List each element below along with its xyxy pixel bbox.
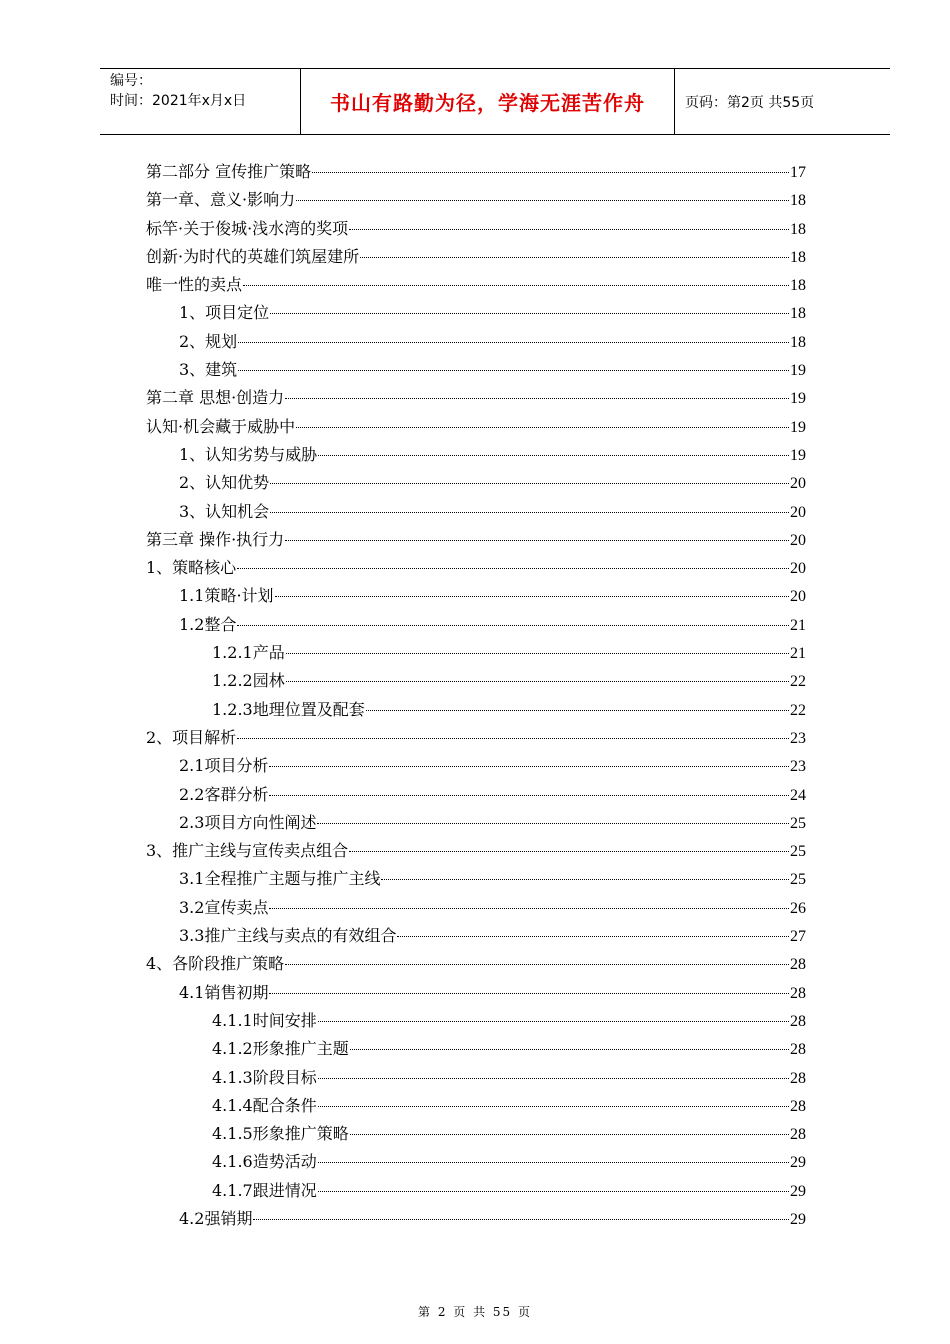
toc-dot-leader	[296, 200, 789, 201]
header-motto: 书山有路勤为径，学海无涯苦作舟	[301, 69, 675, 134]
toc-dot-leader	[237, 625, 789, 626]
toc-entry-title: 第二部分 宣传推广策略	[146, 162, 312, 181]
toc-dot-leader	[269, 993, 789, 994]
toc-entry-page: 19	[790, 446, 806, 464]
toc-entry-title: 1、策略核心	[146, 558, 237, 578]
toc-entry-page: 20	[790, 475, 806, 493]
toc-entry-page: 20	[790, 560, 806, 578]
toc-dot-leader	[317, 823, 789, 824]
toc-dot-leader	[269, 908, 789, 909]
header-meta	[100, 69, 301, 134]
toc-entry-title: 2.3项目方向性阐述	[179, 812, 317, 832]
toc-dot-leader	[312, 172, 789, 173]
toc-entry[interactable]	[146, 611, 806, 639]
toc-entry-title: 1.2.1产品	[212, 643, 285, 663]
toc-entry-page: 20	[790, 503, 806, 521]
toc-entry-page: 29	[790, 1182, 806, 1200]
toc-entry-page: 18	[790, 220, 806, 238]
toc-entry-title: 2、项目解析	[146, 727, 237, 747]
toc-entry[interactable]	[146, 158, 806, 186]
toc-entry-title: 3.3推广主线与卖点的有效组合	[179, 926, 397, 946]
toc-entry-title: 3.1全程推广主题与推广主线	[179, 869, 381, 889]
toc-dot-leader	[238, 342, 789, 343]
toc-entry-title: 4、各阶段推广策略	[146, 954, 285, 974]
toc-entry[interactable]	[146, 554, 806, 582]
toc-entry-page: 21	[790, 616, 806, 634]
toc-dot-leader	[285, 540, 789, 541]
toc-entry-page: 24	[790, 786, 806, 804]
toc-dot-leader	[397, 936, 789, 937]
toc-entry[interactable]	[146, 215, 806, 243]
time-label: 时间：2021年x月x日	[110, 93, 247, 109]
toc-entry-title: 4.1.2形象推广主题	[212, 1039, 349, 1059]
toc-entry-title: 第一章、意义·影响力	[146, 190, 296, 210]
page-header	[100, 68, 890, 135]
toc-entry-page: 23	[790, 729, 806, 747]
toc-entry-title: 唯一性的卖点	[146, 275, 243, 295]
toc-entry-page: 25	[790, 871, 806, 889]
toc-dot-leader	[318, 455, 789, 456]
toc-entry-page: 28	[790, 956, 806, 974]
toc-entry[interactable]	[146, 413, 806, 441]
toc-entry-page: 18	[790, 248, 806, 266]
toc-dot-leader	[349, 851, 789, 852]
toc-entry[interactable]	[146, 526, 806, 554]
toc-dot-leader	[318, 1106, 789, 1107]
toc-entry-page: 28	[790, 984, 806, 1002]
toc-entry-page: 28	[790, 1012, 806, 1030]
toc-entry-page: 27	[790, 928, 806, 946]
toc-entry[interactable]	[146, 1120, 806, 1148]
toc-entry-title: 1.1策略·计划	[179, 586, 274, 606]
toc-dot-leader	[296, 427, 789, 428]
toc-entry[interactable]	[146, 667, 806, 695]
toc-entry-page: 25	[790, 814, 806, 832]
toc-dot-leader	[318, 1078, 789, 1079]
toc-entry-page: 20	[790, 531, 806, 549]
toc-dot-leader	[269, 766, 789, 767]
toc-dot-leader	[286, 681, 789, 682]
toc-entry-title: 1、项目定位	[179, 303, 270, 323]
toc-entry-page: 28	[790, 1126, 806, 1144]
toc-entry-title: 4.1.5形象推广策略	[212, 1124, 349, 1144]
toc-entry[interactable]	[146, 837, 806, 865]
toc-entry[interactable]	[146, 1035, 806, 1063]
toc-dot-leader	[318, 1191, 789, 1192]
toc-entry-page: 18	[790, 192, 806, 210]
page-footer: 第 2 页 共 55 页	[418, 1305, 532, 1319]
toc-dot-leader	[270, 483, 789, 484]
toc-entry[interactable]	[146, 696, 806, 724]
toc-entry-title: 3、推广主线与宣传卖点组合	[146, 841, 349, 861]
toc-entry[interactable]	[146, 328, 806, 356]
toc-entry[interactable]	[146, 1177, 806, 1205]
toc-entry-title: 4.1.1时间安排	[212, 1010, 317, 1030]
toc-entry-page: 23	[790, 758, 806, 776]
toc-entry-page: 19	[790, 362, 806, 380]
toc-entry[interactable]	[146, 1092, 806, 1120]
toc-entry-page: 28	[790, 1097, 806, 1115]
toc-entry-title: 4.1.7跟进情况	[212, 1180, 317, 1200]
toc-entry[interactable]	[146, 186, 806, 214]
toc-entry-page: 29	[790, 1210, 806, 1228]
toc-entry[interactable]	[146, 639, 806, 667]
toc-entry[interactable]	[146, 498, 806, 526]
toc-entry-page: 19	[790, 418, 806, 436]
toc-dot-leader	[360, 257, 789, 258]
toc-entry-page: 28	[790, 1069, 806, 1087]
toc-entry-title: 1、认知劣势与威胁	[179, 444, 318, 464]
toc-entry[interactable]	[146, 865, 806, 893]
toc-entry-title: 2.2客群分析	[179, 784, 269, 804]
toc-entry[interactable]	[146, 1205, 806, 1233]
toc-entry[interactable]	[146, 1007, 806, 1035]
toc-dot-leader	[318, 1162, 789, 1163]
toc-dot-leader	[285, 398, 789, 399]
toc-entry-title: 3.2宣传卖点	[179, 897, 269, 917]
toc-entry-title: 第二章 思想·创造力	[146, 388, 285, 408]
toc-entry-title: 认知·机会藏于威胁中	[146, 416, 296, 436]
toc-dot-leader	[275, 596, 789, 597]
toc-entry-title: 3、建筑	[179, 360, 238, 380]
toc-dot-leader	[238, 370, 789, 371]
toc-entry-title: 1.2.2园林	[212, 671, 285, 691]
toc-entry-title: 4.1.3阶段目标	[212, 1067, 317, 1087]
toc-entry-title: 2、认知优势	[179, 473, 270, 493]
toc-dot-leader	[286, 653, 789, 654]
toc-dot-leader	[381, 879, 789, 880]
toc-dot-leader	[285, 964, 789, 965]
toc-dot-leader	[270, 313, 789, 314]
toc-entry[interactable]	[146, 922, 806, 950]
toc-entry-title: 4.1.4配合条件	[212, 1095, 317, 1115]
toc-entry[interactable]	[146, 356, 806, 384]
serial-label: 编号：	[110, 73, 152, 89]
toc-entry[interactable]	[146, 894, 806, 922]
toc-entry-title: 4.1销售初期	[179, 982, 269, 1002]
toc-dot-leader	[366, 710, 789, 711]
toc-entry-page: 26	[790, 899, 806, 917]
toc-dot-leader	[237, 568, 789, 569]
toc-entry[interactable]	[146, 950, 806, 978]
toc-entry-page: 20	[790, 588, 806, 606]
toc-entry-page: 21	[790, 645, 806, 663]
toc-entry[interactable]	[146, 299, 806, 327]
toc-dot-leader	[350, 1049, 789, 1050]
toc-dot-leader	[270, 512, 789, 513]
toc-entry-page: 22	[790, 673, 806, 691]
toc-entry-title: 3、认知机会	[179, 501, 270, 521]
toc-entry-page: 28	[790, 1041, 806, 1059]
toc-entry-page: 18	[790, 277, 806, 295]
toc-entry-title: 标竿·关于俊城·浅水湾的奖项	[146, 218, 349, 238]
toc-entry[interactable]	[146, 979, 806, 1007]
toc-dot-leader	[318, 1021, 789, 1022]
toc-dot-leader	[237, 738, 789, 739]
toc-dot-leader	[243, 285, 789, 286]
toc-dot-leader	[350, 1134, 789, 1135]
toc-entry-page: 18	[790, 305, 806, 323]
toc-entry[interactable]	[146, 809, 806, 837]
toc-entry-page: 29	[790, 1154, 806, 1172]
toc-entry-page: 25	[790, 843, 806, 861]
toc-entry[interactable]	[146, 582, 806, 610]
toc-entry-page: 22	[790, 701, 806, 719]
toc-entry[interactable]	[146, 752, 806, 780]
toc-entry-title: 4.2强销期	[179, 1208, 253, 1228]
toc-entry-title: 1.2整合	[179, 614, 237, 634]
toc-dot-leader	[349, 229, 789, 230]
toc-entry[interactable]	[146, 469, 806, 497]
toc-entry-title: 2.1项目分析	[179, 756, 269, 776]
toc-entry-title: 创新·为时代的英雄们筑屋建所	[146, 246, 360, 266]
toc-entry-page: 18	[790, 333, 806, 351]
toc-entry[interactable]	[146, 1148, 806, 1176]
toc-dot-leader	[269, 795, 789, 796]
toc-entry[interactable]	[146, 1064, 806, 1092]
toc-entry[interactable]	[146, 724, 806, 752]
toc-entry-page: 19	[790, 390, 806, 408]
toc-entry-page: 17	[790, 164, 806, 181]
toc-entry[interactable]	[146, 243, 806, 271]
header-page-info: 页码：第2页 共55页	[685, 94, 815, 111]
table-of-contents	[146, 158, 806, 1233]
toc-entry-title: 4.1.6造势活动	[212, 1152, 317, 1172]
toc-dot-leader	[253, 1219, 789, 1220]
toc-entry[interactable]	[146, 384, 806, 412]
toc-entry[interactable]	[146, 441, 806, 469]
toc-entry-title: 2、规划	[179, 331, 238, 351]
toc-entry[interactable]	[146, 781, 806, 809]
toc-entry[interactable]	[146, 271, 806, 299]
toc-entry-title: 1.2.3地理位置及配套	[212, 699, 365, 719]
toc-entry-title: 第三章 操作·执行力	[146, 529, 285, 549]
